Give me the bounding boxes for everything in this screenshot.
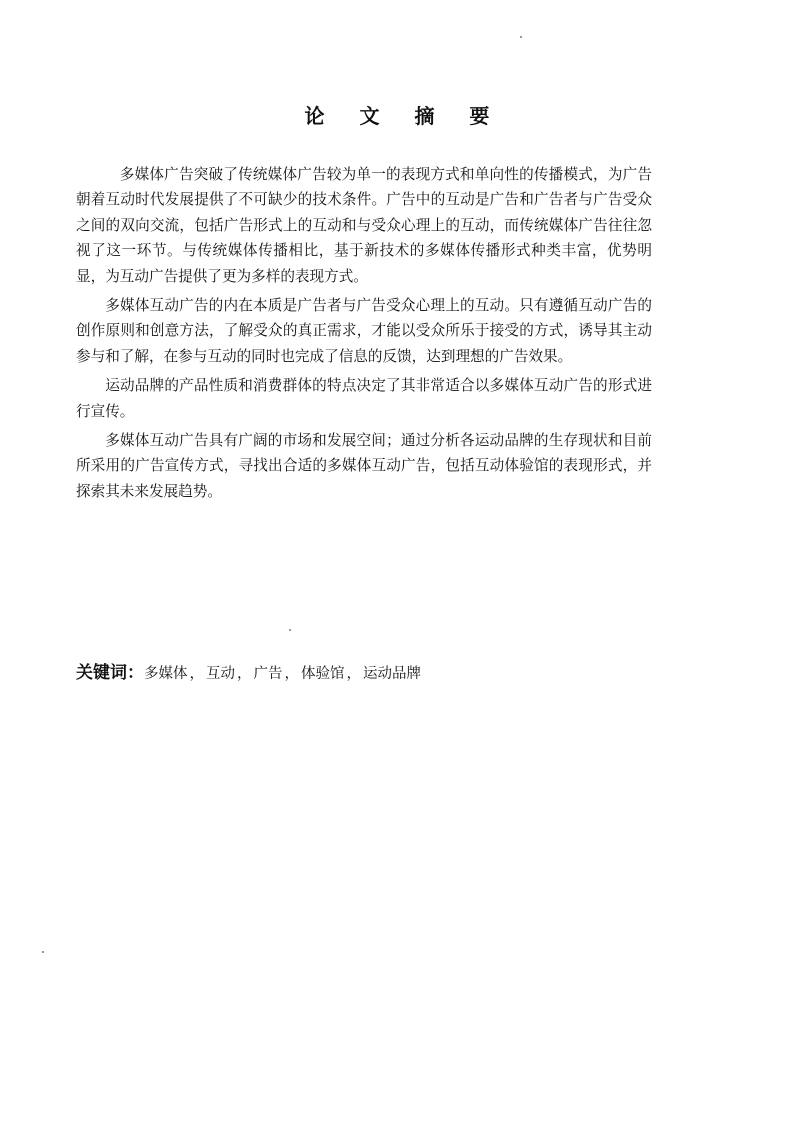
keyword: 多媒体 (144, 666, 188, 682)
scan-speck (520, 36, 522, 38)
keywords-line (76, 660, 421, 687)
keyword: 互动 (206, 666, 235, 682)
scan-speck (289, 629, 291, 631)
keyword-separator: ， (189, 666, 204, 682)
keyword: 运动品牌 (363, 666, 421, 682)
keyword: 广告 (253, 666, 283, 682)
abstract-paragraph: 多媒体广告突破了传统媒体广告较为单一的表现方式和单向性的传播模式，为广告朝着互动时代发展提供了不可缺少的技术条件。广告中的互动是广告和广告者与广告受众之间的双向交流，包括广告形式上的互动和与受众心理上的互动，而传统媒体广告往往忽视了这一环节。与传统媒体传播相比，基于新技术的多媒体传播形式种类丰富，优势明显，为互动广告提供了更为多样的表现方式。 (76, 166, 652, 285)
keyword-separator: ， (284, 666, 299, 682)
abstract-paragraph: 多媒体互动广告的内在本质是广告者与广告受众心理上的互动。只有遵循互动广告的创作原则和创意方法，了解受众的真正需求，才能以受众所乐于接受的方式，诱导其主动参与和了解，在参与互动的同时也完成了信息的反馈，达到理想的广告效果。 (76, 297, 652, 365)
abstract-title: 论 文 摘 要 (304, 104, 504, 128)
abstract-body (76, 162, 652, 504)
keyword-separator: ， (237, 666, 252, 682)
abstract-paragraph: 运动品牌的产品性质和消费群体的特点决定了其非常适合以多媒体互动广告的形式进行宣传。 (76, 377, 652, 420)
keywords-label: 关键词： (76, 663, 144, 683)
abstract-paragraph: 多媒体互动广告具有广阔的市场和发展空间；通过分析各运动品牌的生存现状和目前所采用的广告宣传方式，寻找出合适的多媒体互动广告，包括互动体验馆的表现形式，并探索其未来发展趋势。 (76, 432, 652, 500)
scan-speck (42, 951, 44, 953)
keyword: 体验馆 (301, 666, 345, 682)
keyword-separator: ， (346, 666, 361, 682)
